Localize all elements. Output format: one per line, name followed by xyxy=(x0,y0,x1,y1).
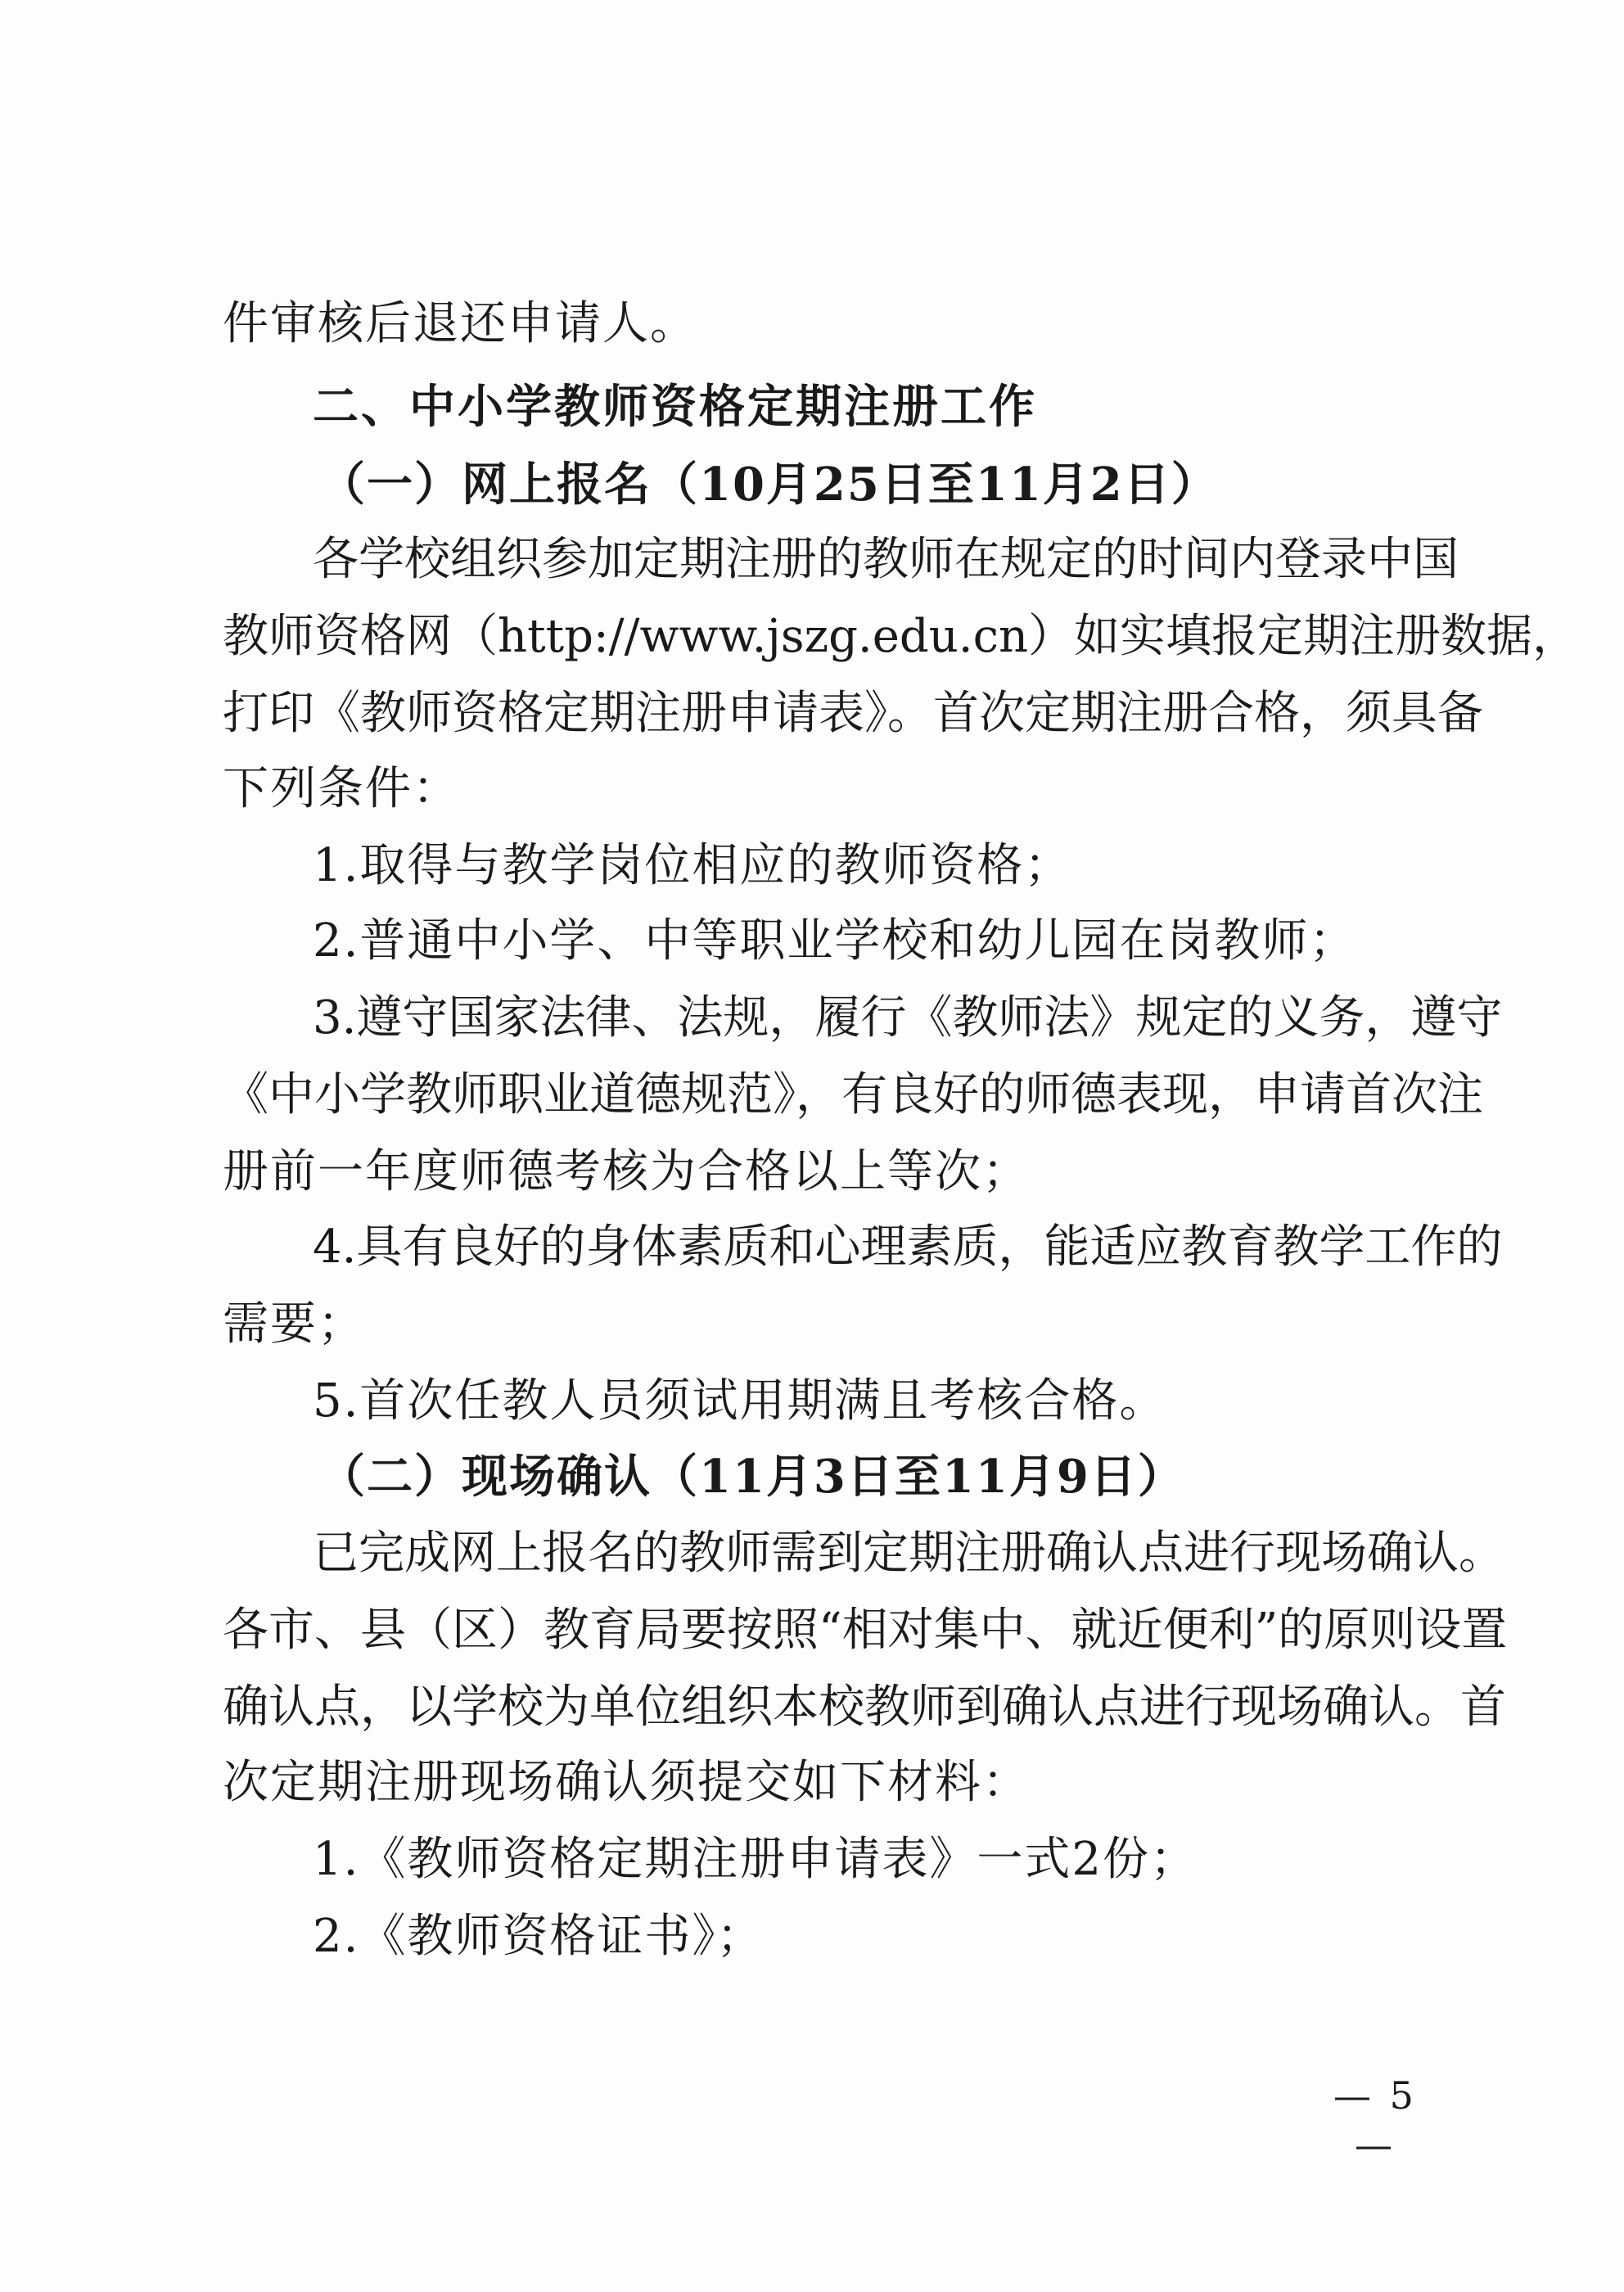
page-number: — 5 — xyxy=(1333,2073,1417,2167)
paragraph-line: 已完成网上报名的教师需到定期注册确认点进行现场确认。 xyxy=(313,1527,1504,1580)
paragraph-line: 下列条件： xyxy=(223,762,460,815)
list-item-continued: 《中小学教师职业道德规范》，有良好的师德表现，申请首次注 xyxy=(223,1068,1483,1121)
list-item: 1.取得与教学岗位相应的教师资格； xyxy=(313,839,1072,892)
paragraph-line: 各市、县（区）教育局要按照“相对集中、就近便利”的原则设置 xyxy=(223,1604,1508,1657)
list-item-continued: 册前一年度师德考核为合格以上等次； xyxy=(223,1145,1030,1198)
paragraph-line: 打印《教师资格定期注册申请表》。首次定期注册合格，须具备 xyxy=(223,687,1483,740)
continuation-line: 件审核后退还申请人。 xyxy=(223,297,697,350)
paragraph-line: 次定期注册现场确认须提交如下材料： xyxy=(223,1756,1030,1809)
subsection-heading-1: （一）网上报名（10月25日至11月2日） xyxy=(319,458,1219,512)
list-item: 3.遵守国家法律、法规，履行《教师法》规定的义务，遵守 xyxy=(313,991,1503,1044)
list-item: 1.《教师资格定期注册申请表》一式2份； xyxy=(313,1833,1198,1886)
subsection-heading-2: （二）现场确认（11月3日至11月9日） xyxy=(319,1450,1185,1504)
list-item-continued: 需要； xyxy=(223,1297,365,1351)
paragraph-line: 确认点，以学校为单位组织本校教师到确认点进行现场确认。首 xyxy=(223,1681,1506,1734)
list-item: 4.具有良好的身体素质和心理素质，能适应教育教学工作的 xyxy=(313,1220,1503,1274)
section-heading: 二、中小学教师资格定期注册工作 xyxy=(313,381,1037,434)
list-item: 2.普通中小学、中等职业学校和幼儿园在岗教师； xyxy=(313,914,1357,968)
list-item: 5.首次任教人员须试用期满且考核合格。 xyxy=(313,1374,1167,1428)
paragraph-line: 教师资格网（http://www.jszg.edu.cn）如实填报定期注册数据， xyxy=(223,610,1579,663)
paragraph-line: 各学校组织参加定期注册的教师在规定的时间内登录中国 xyxy=(313,533,1459,586)
list-item: 2.《教师资格证书》； xyxy=(313,1910,765,1963)
